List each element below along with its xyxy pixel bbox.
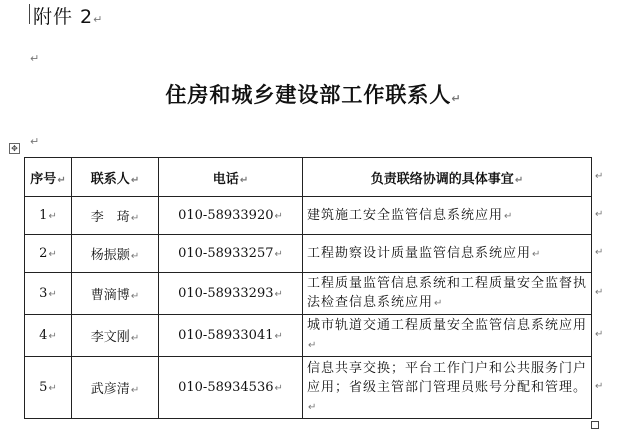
row-end-mark-icon: ↵ — [595, 329, 604, 340]
contact-name: 李 琦↵ — [72, 197, 159, 235]
row-number: 2↵ — [25, 235, 72, 273]
contact-phone: 010-58933293↵ — [159, 273, 303, 315]
contacts-table — [24, 157, 592, 419]
row-end-mark-icon: ↵ — [595, 287, 604, 298]
table-move-handle-icon[interactable]: ✥ — [9, 143, 20, 154]
contact-name: 杨振颢↵ — [72, 235, 159, 273]
table-row — [25, 357, 592, 419]
header-cell-contact: 联系人↵ — [72, 158, 159, 197]
row-end-mark-icon: ↵ — [595, 209, 604, 220]
contact-matter: 信息共享交换；平台工作门户和公共服务门户应用；省级主管部门管理员账号分配和管理。↵ — [303, 357, 592, 419]
row-end-mark-icon: ↵ — [595, 171, 604, 182]
row-number: 5↵ — [25, 357, 72, 419]
header-cell-phone: 电话↵ — [159, 158, 303, 197]
contact-matter: 城市轨道交通工程质量安全监管信息系统应用↵ — [303, 315, 592, 357]
row-end-mark-icon: ↵ — [595, 247, 604, 258]
document-title: 住房和城乡建设部工作联系人↵ — [165, 82, 462, 107]
contact-matter: 建筑施工安全监管信息系统应用↵ — [303, 197, 592, 235]
contact-matter: 工程质量监管信息系统和工程质量安全监督执法检查信息系统应用↵ — [303, 273, 592, 315]
paragraph-mark-icon: ↵ — [451, 92, 462, 105]
paragraph-mark-icon: ↵ — [30, 135, 40, 148]
contact-name: 武彦清↵ — [72, 357, 159, 419]
table-row — [25, 235, 592, 273]
contact-phone: 010-58933920↵ — [159, 197, 303, 235]
row-number: 3↵ — [25, 273, 72, 315]
contact-matter: 工程勘察设计质量监管信息系统应用↵ — [303, 235, 592, 273]
text-cursor — [29, 4, 30, 24]
table-row — [25, 315, 592, 357]
header-cell-matter: 负责联络协调的具体事宜↵ — [303, 158, 592, 197]
header-cell-number: 序号↵ — [25, 158, 72, 197]
attachment-label: 附件 2↵ — [33, 6, 104, 28]
contact-phone: 010-58933257↵ — [159, 235, 303, 273]
row-number: 1↵ — [25, 197, 72, 235]
table-row — [25, 273, 592, 315]
table-row — [25, 197, 592, 235]
row-end-mark-icon: ↵ — [595, 381, 604, 392]
paragraph-mark-icon: ↵ — [93, 13, 104, 26]
table-resize-handle-icon[interactable] — [591, 421, 599, 429]
row-number: 4↵ — [25, 315, 72, 357]
paragraph-mark-icon: ↵ — [30, 52, 40, 65]
contact-name: 曹滴博↵ — [72, 273, 159, 315]
contact-phone: 010-58934536↵ — [159, 357, 303, 419]
contact-phone: 010-58933041↵ — [159, 315, 303, 357]
table-header-row — [25, 158, 592, 197]
contact-name: 李文刚↵ — [72, 315, 159, 357]
